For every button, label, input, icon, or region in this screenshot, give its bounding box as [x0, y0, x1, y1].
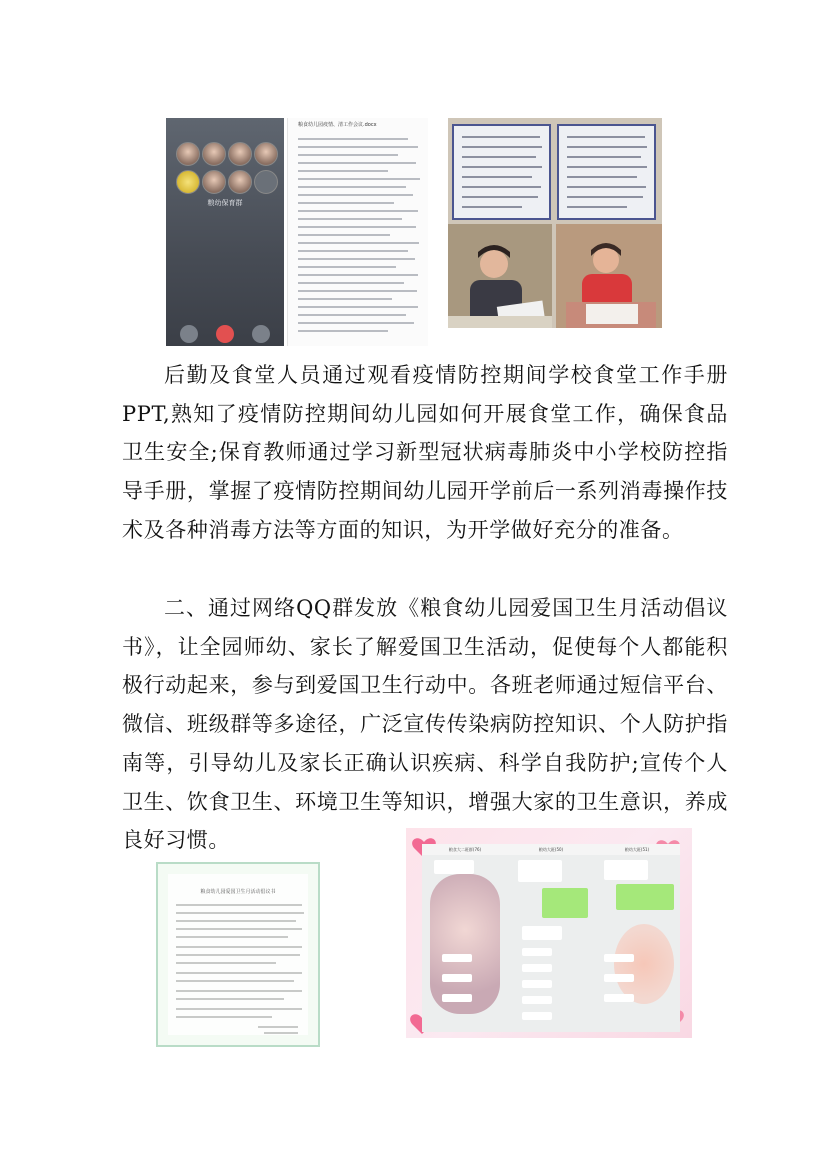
participant-avatar	[254, 170, 278, 194]
proposal-letter-image	[156, 862, 320, 1047]
paragraph-canteen-training: 后勤及食堂人员通过观看疫情防控期间学校食堂工作手册PPT,熟知了疫情防控期间幼儿园如何开展食堂工作，确保食品卫生安全;保育教师通过学习新型冠状病毒肺炎中小学校防控指导手册，掌握了疫情防控期间幼儿园开学前后一系列消毒操作技术及各种消毒方法等方面的知识，为开学做好充分的准备。	[122, 363, 728, 542]
participant-avatar	[176, 170, 200, 194]
chat-screen	[422, 844, 508, 1032]
doc-title: 粮食幼儿园疫情、清工作会议.docx	[298, 122, 377, 128]
participant-avatar	[202, 142, 226, 166]
teacher-writing-photo	[448, 224, 552, 328]
participant-avatar	[228, 170, 252, 194]
bunny-sticker-icon	[430, 874, 500, 1014]
participant-avatar	[254, 142, 278, 166]
hangup-icon	[216, 325, 234, 343]
paragraph-health-campaign: 二、通过网络QQ群发放《粮食幼儿园爱国卫生月活动倡议书》，让全园师幼、家长了解爱国卫生活动，促使每个人都能积极行动起来，参与到爱国卫生行动中。各班老师通过短信平台、微信、班级群等多途径，广泛宣传传染病防控知识、个人防护指南等，引导幼儿及家长正确认识疾病、科学自我防护;宣传个人卫生、饮食卫生、环境卫生等知识，增强大家的卫生意识，养成良好习惯。	[122, 596, 728, 853]
manual-page	[557, 124, 656, 220]
group-name: 粮幼保育群	[207, 199, 243, 207]
manual-page	[452, 124, 551, 220]
teachers-studying-photo	[448, 118, 662, 328]
participant-avatar	[202, 170, 226, 194]
chat-title: 粮幼大班(50)	[508, 844, 594, 855]
phone-video-call-screen	[166, 118, 284, 346]
participant-avatar	[228, 142, 252, 166]
participant-avatar	[176, 142, 200, 166]
chat-title: 粮食大二班群(76)	[422, 844, 508, 855]
teacher-illustration	[448, 224, 552, 328]
microphone-icon	[180, 325, 198, 343]
chat-screen	[508, 844, 594, 1032]
proposal-title: 粮食幼儿园爱国卫生月活动倡议书	[200, 889, 276, 895]
teacher-illustration	[556, 224, 662, 328]
chat-title: 粮幼大班(51)	[594, 844, 680, 855]
video-call-photo	[166, 118, 428, 346]
chat-screenshots-image	[406, 828, 692, 1038]
meeting-document	[287, 118, 428, 346]
chat-screen	[594, 844, 680, 1032]
sticker-icon	[614, 924, 674, 1004]
proposal-page	[168, 874, 308, 1035]
speaker-icon	[252, 325, 270, 343]
teacher-writing-photo	[556, 224, 662, 328]
